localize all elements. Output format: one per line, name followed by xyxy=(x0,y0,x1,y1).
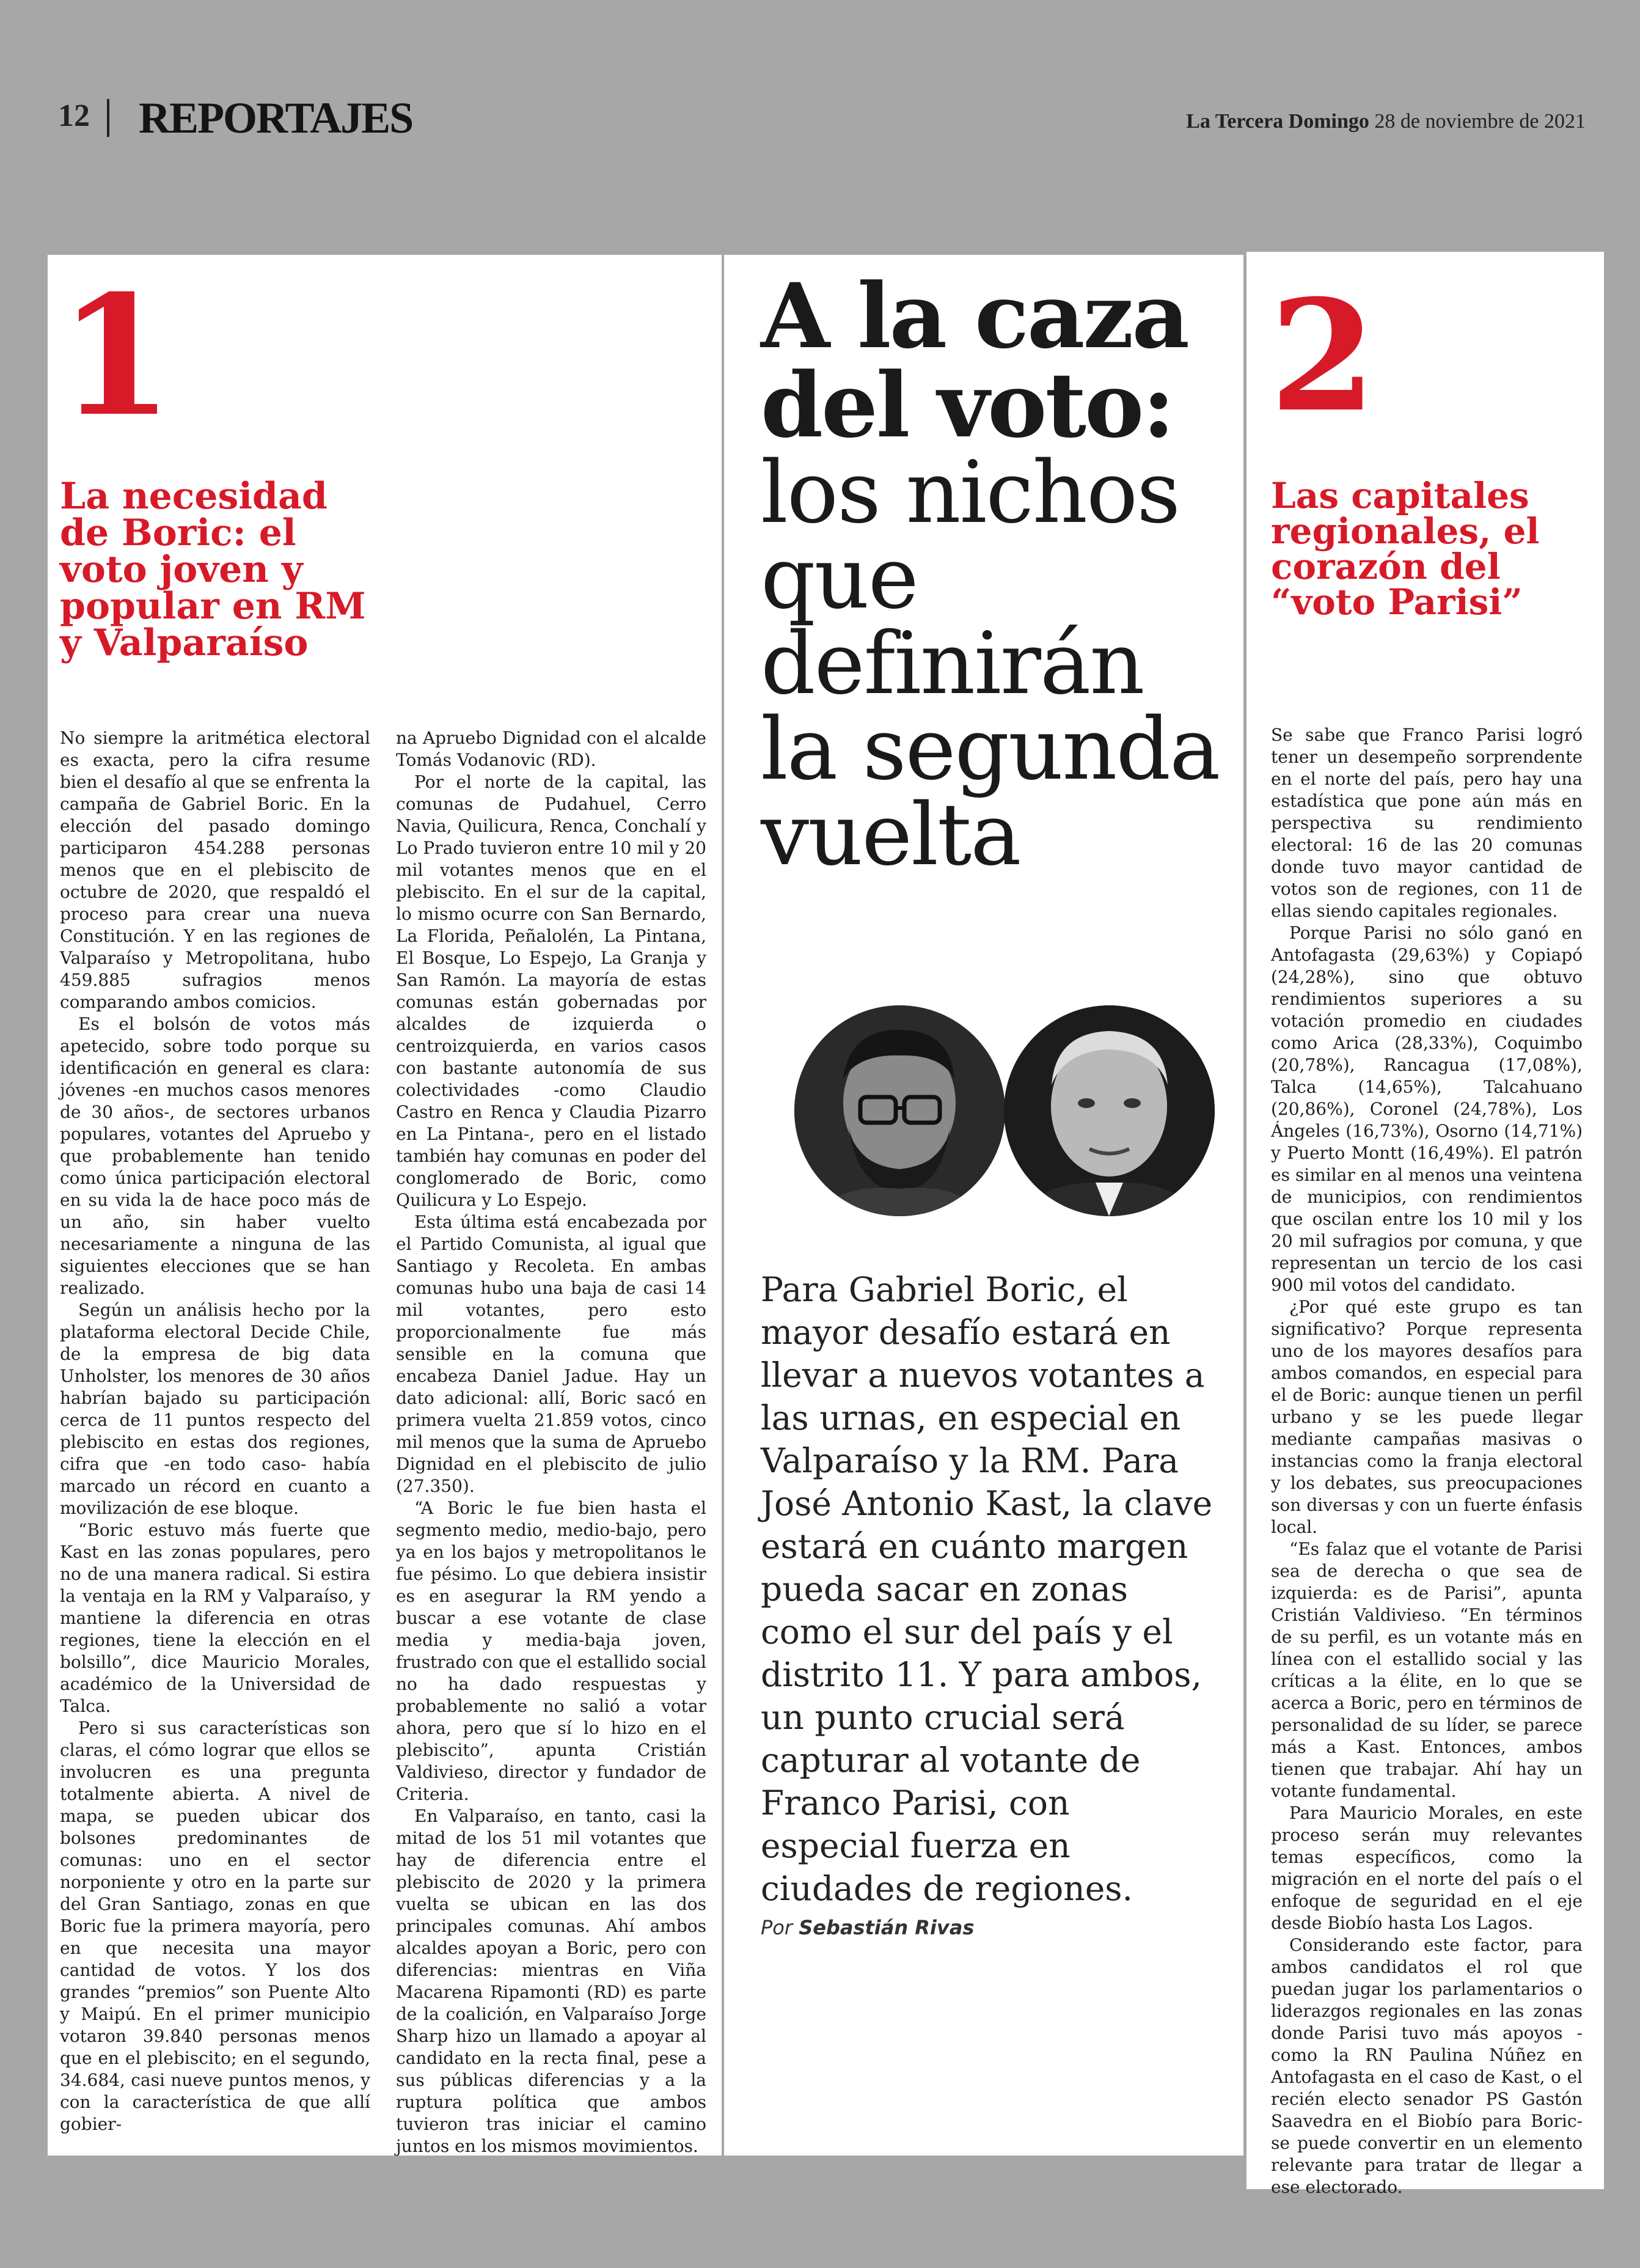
byline-author: Sebastián Rivas xyxy=(799,1916,975,1939)
publication-info xyxy=(1186,110,1586,133)
story-2-column xyxy=(1271,724,1583,2198)
paragraph: No siempre la aritmética electoral es exacta, pero la cifra resume bien el desafío al que se enfrenta la campaña de Gabriel Boric. En la elección del pasado domingo participaron 454.288 personas menos que en el plebiscito de octubre de 2020, que respaldó el proceso para crear una nueva Constitución. Y en las regiones de Valparaíso y Metropolitana, hubo 459.885 sufragios menos comparando ambos comicios. xyxy=(60,728,370,1012)
title-bold-line: A la caza xyxy=(761,264,1188,369)
header-divider xyxy=(107,99,109,137)
right-story-panel xyxy=(1246,252,1604,2197)
paragraph: “Es falaz que el votante de Parisi sea de derecha o que sea de izquierda: es de Parisi”, apunta Cristián Valdivieso. “En términos de su perfil, es un votante más en línea con el estallido social y las críticas a la élite, en lo que se acerca a Boric, pero en términos de personalidad de su líder, se parece más a Kast. Entonces, ambos tienen que trabajar. Ahí hay un votante fundamental. xyxy=(1271,1539,1583,1801)
portrait-boric-image xyxy=(794,1005,1005,1216)
headline-line: corazón del xyxy=(1271,546,1501,587)
paragraph: Porque Parisi no sólo ganó en Antofagasta (29,63%) y Copiapó (24,28%), sino que obtuvo rendimientos superiores a su votación promedio en ciudades como Arica (28,33%), Coquimbo (20,78%), Rancagua (17,08%), Talca (14,65%), Talcahuano (20,86%), Coronel (24,78%), Los Ángeles (16,73%), Osorno (14,71%) y Puerto Montt (16,49%). El patrón es similar en al menos una veintena de municipios, con rendimientos que oscilan entre los 10 mil y los 20 mil sufragios por comuna, y que representan un tercio de los casi 900 mil votos del candidato. xyxy=(1271,923,1583,1295)
publication-date: 28 de noviembre de 2021 xyxy=(1374,110,1586,133)
headline-line: y Valparaíso xyxy=(60,622,309,664)
headline-line: La necesidad xyxy=(60,475,328,518)
portrait-kast xyxy=(1004,1005,1215,1216)
headline-line: popular en RM xyxy=(60,585,366,628)
title-light-line: los nichos xyxy=(761,443,1180,543)
paragraph: “Boric estuvo más fuerte que Kast en las zonas populares, pero no de una manera radical. Si estira la ventaja en la RM y Valparaíso, y mantiene la diferencia en otras regiones, tiene la elección en el bolsillo”, dice Mauricio Morales, académico de la Universidad de Talca. xyxy=(60,1520,370,1716)
section-title: REPORTAJES xyxy=(139,94,413,142)
story-1-column-2 xyxy=(396,727,706,2157)
story-2-headline xyxy=(1271,475,1601,623)
left-story-panel xyxy=(48,255,722,2156)
paragraph: Por el norte de la capital, las comunas de Pudahuel, Cerro Navia, Quilicura, Renca, Conchalí y Lo Prado tuvieron entre 10 mil y 20 mil votantes menos que en el plebiscito. En el sur de la capital, lo mismo ocurre con San Bernardo, La Florida, Peñalolén, La Pintana, El Bosque, Lo Espejo, La Granja y San Ramón. La mayoría de estas comunas están gobernadas por alcaldes de izquierda o centroizquierda, en varios casos con bastante autonomía de sus colectividades -como Claudio Castro en Renca y Claudia Pizarro en La Pintana-, pero en el listado también hay comunas en poder del conglomerado de Boric, como Quilicura y Lo Espejo. xyxy=(396,772,706,1210)
paragraph: “A Boric le fue bien hasta el segmento medio, medio-bajo, pero ya en los bajos y metropolitanos le fue pésimo. Lo que debiera insistir es en asegurar la RM yendo a buscar a ese votante de clase media y media-baja joven, frustrado con que el estallido social no ha dado respuestas y probablemente no salió a votar ahora, pero que sí lo hizo en el plebiscito”, apunta Cristián Valdivieso, director y fundador de Criteria. xyxy=(396,1498,706,1804)
title-bold-line: del voto: xyxy=(761,353,1174,458)
paragraph: En Valparaíso, en tanto, casi la mitad de los 51 mil votantes que hay de diferencia entre el plebiscito de 2020 y la primera vuelta se ubican en las dos principales comunas. Ahí ambos alcaldes apoyan a Boric, pero con diferencias: mientras en Viña Macarena Ripamonti (RD) es parte de la coalición, en Valparaíso Jorge Sharp hizo un llamado a apoyar al candidato en la recta final, pese a sus públicas diferencias y a la ruptura política que ambos tuvieron tras iniciar el camino juntos en los mismos movimientos. xyxy=(396,1806,706,2156)
paragraph: Pero si sus características son claras, el cómo lograr que ellos se involucren es una pregunta totalmente abierta. A nivel de mapa, se pueden ubicar dos bolsones predominantes de comunas: uno en el sector norponiente y otro en la parte sur del Gran Santiago, zonas en que Boric fue la primera mayoría, pero en que necesita una mayor cantidad de votos. Y los dos grandes “premios” son Puente Alto y Maipú. En el primer municipio votaron 39.840 personas menos que en el plebiscito; en el segundo, 34.684, casi nueve puntos menos, y con la característica de que allí gobier- xyxy=(60,1718,370,2134)
portrait-boric xyxy=(794,1005,1005,1216)
headline-line: Las capitales xyxy=(1271,475,1529,516)
page-number: 12 xyxy=(58,98,90,133)
title-light-line: definirán xyxy=(761,614,1144,714)
story-1-column-1 xyxy=(60,727,370,2135)
main-title xyxy=(761,264,1220,885)
headline-line: regionales, el xyxy=(1271,510,1540,552)
paragraph: Según un análisis hecho por la plataforma electoral Decide Chile, de la empresa de big data Unholster, los menores de 30 años habrían bajado su participación cerca de 11 puntos respecto del plebiscito en estas dos regiones, cifra que -en todo caso- había marcado un récord en cuanto a movilización de ese bloque. xyxy=(60,1300,370,1518)
publication-name: La Tercera Domingo xyxy=(1186,110,1369,133)
headline-line: de Boric: el xyxy=(60,512,296,554)
paragraph: ¿Por qué este grupo es tan significativo? Porque representa uno de los mayores desafíos para ambos comandos, en especial para el de Boric: aunque tienen un perfil urbano y se les puede llegar mediante campañas masivas o instancias como la franja electoral y los debates, sus preocupaciones son diversas y con un fuerte énfasis local. xyxy=(1271,1297,1583,1537)
title-light-line: la segunda xyxy=(761,700,1220,799)
headline-line: “voto Parisi” xyxy=(1271,581,1523,623)
story-1-headline xyxy=(60,475,402,664)
page-header xyxy=(58,94,1586,142)
paragraph: Es el bolsón de votos más apetecido, sobre todo porque su identificación en general es clara: jóvenes -en muchos casos menores de 30 años-, de sectores urbanos populares, votantes del Apruebo y que probablemente han tenido como única participación electoral en su vida la de hace poco más de un año, sin haber vuelto necesariamente a ninguna de las siguientes elecciones que se han realizado. xyxy=(60,1014,370,1298)
lead-paragraph: Para Gabriel Boric, el mayor desafío estará en llevar a nuevos votantes a las urnas, en especial en Valparaíso y la RM. Para José Antonio Kast, la clave estará en cuánto margen pueda sacar en zonas como el sur del país y el distrito 11. Y para ambos, un punto crucial será capturar al votante de Franco Parisi, con especial fuerza en ciudades de regiones. xyxy=(761,1270,1213,1908)
paragraph: na Apruebo Dignidad con el alcalde Tomás Vodanovic (RD). xyxy=(396,728,706,770)
byline xyxy=(761,1916,974,1939)
headline-line: voto joven y xyxy=(60,548,303,591)
byline-prefix: Por xyxy=(761,1916,793,1939)
story-number-2: 2 xyxy=(1270,266,1376,446)
paragraph: Esta última está encabezada por el Partido Comunista, al igual que Santiago y Recoleta. En ambas comunas hubo una baja de casi 14 mil votantes, pero esto proporcionalmente fue más sensible en la comuna que encabeza Daniel Jadue. Hay un dato adicional: allí, Boric sacó en primera vuelta 21.859 votos, cinco mil menos que la suma de Apruebo Dignidad en el plebiscito de julio (27.350). xyxy=(396,1212,706,1496)
title-light-line: vuelta xyxy=(761,785,1020,885)
portrait-kast-image xyxy=(1004,1005,1215,1216)
story-number-1: 1 xyxy=(59,259,174,453)
paragraph: Considerando este factor, para ambos candidatos el rol que puedan jugar los parlamentarios o liderazgos regionales en las zonas donde Parisi tuvo más apoyos -como la RN Paulina Núñez en Antofagasta en el caso de Kast, o el recién electo senador PS Gastón Saavedra en el Biobío para Boric- se puede convertir en un elemento relevante para tratar de llegar a ese electorado. xyxy=(1271,1935,1583,2197)
title-light-line: que xyxy=(761,529,918,628)
paragraph: Para Mauricio Morales, en este proceso serán muy relevantes temas específicos, como la migración en el norte del país o el enfoque de seguridad en el eje desde Biobío hasta Los Lagos. xyxy=(1271,1803,1583,1933)
paragraph: Se sabe que Franco Parisi logró tener un desempeño sorprendente en el norte del país, pero hay una estadística que pone aún más en perspectiva su rendimiento electoral: 16 de las 20 comunas donde tuvo mayor cantidad de votos son de regiones, con 11 de ellas siendo capitales regionales. xyxy=(1271,725,1583,921)
